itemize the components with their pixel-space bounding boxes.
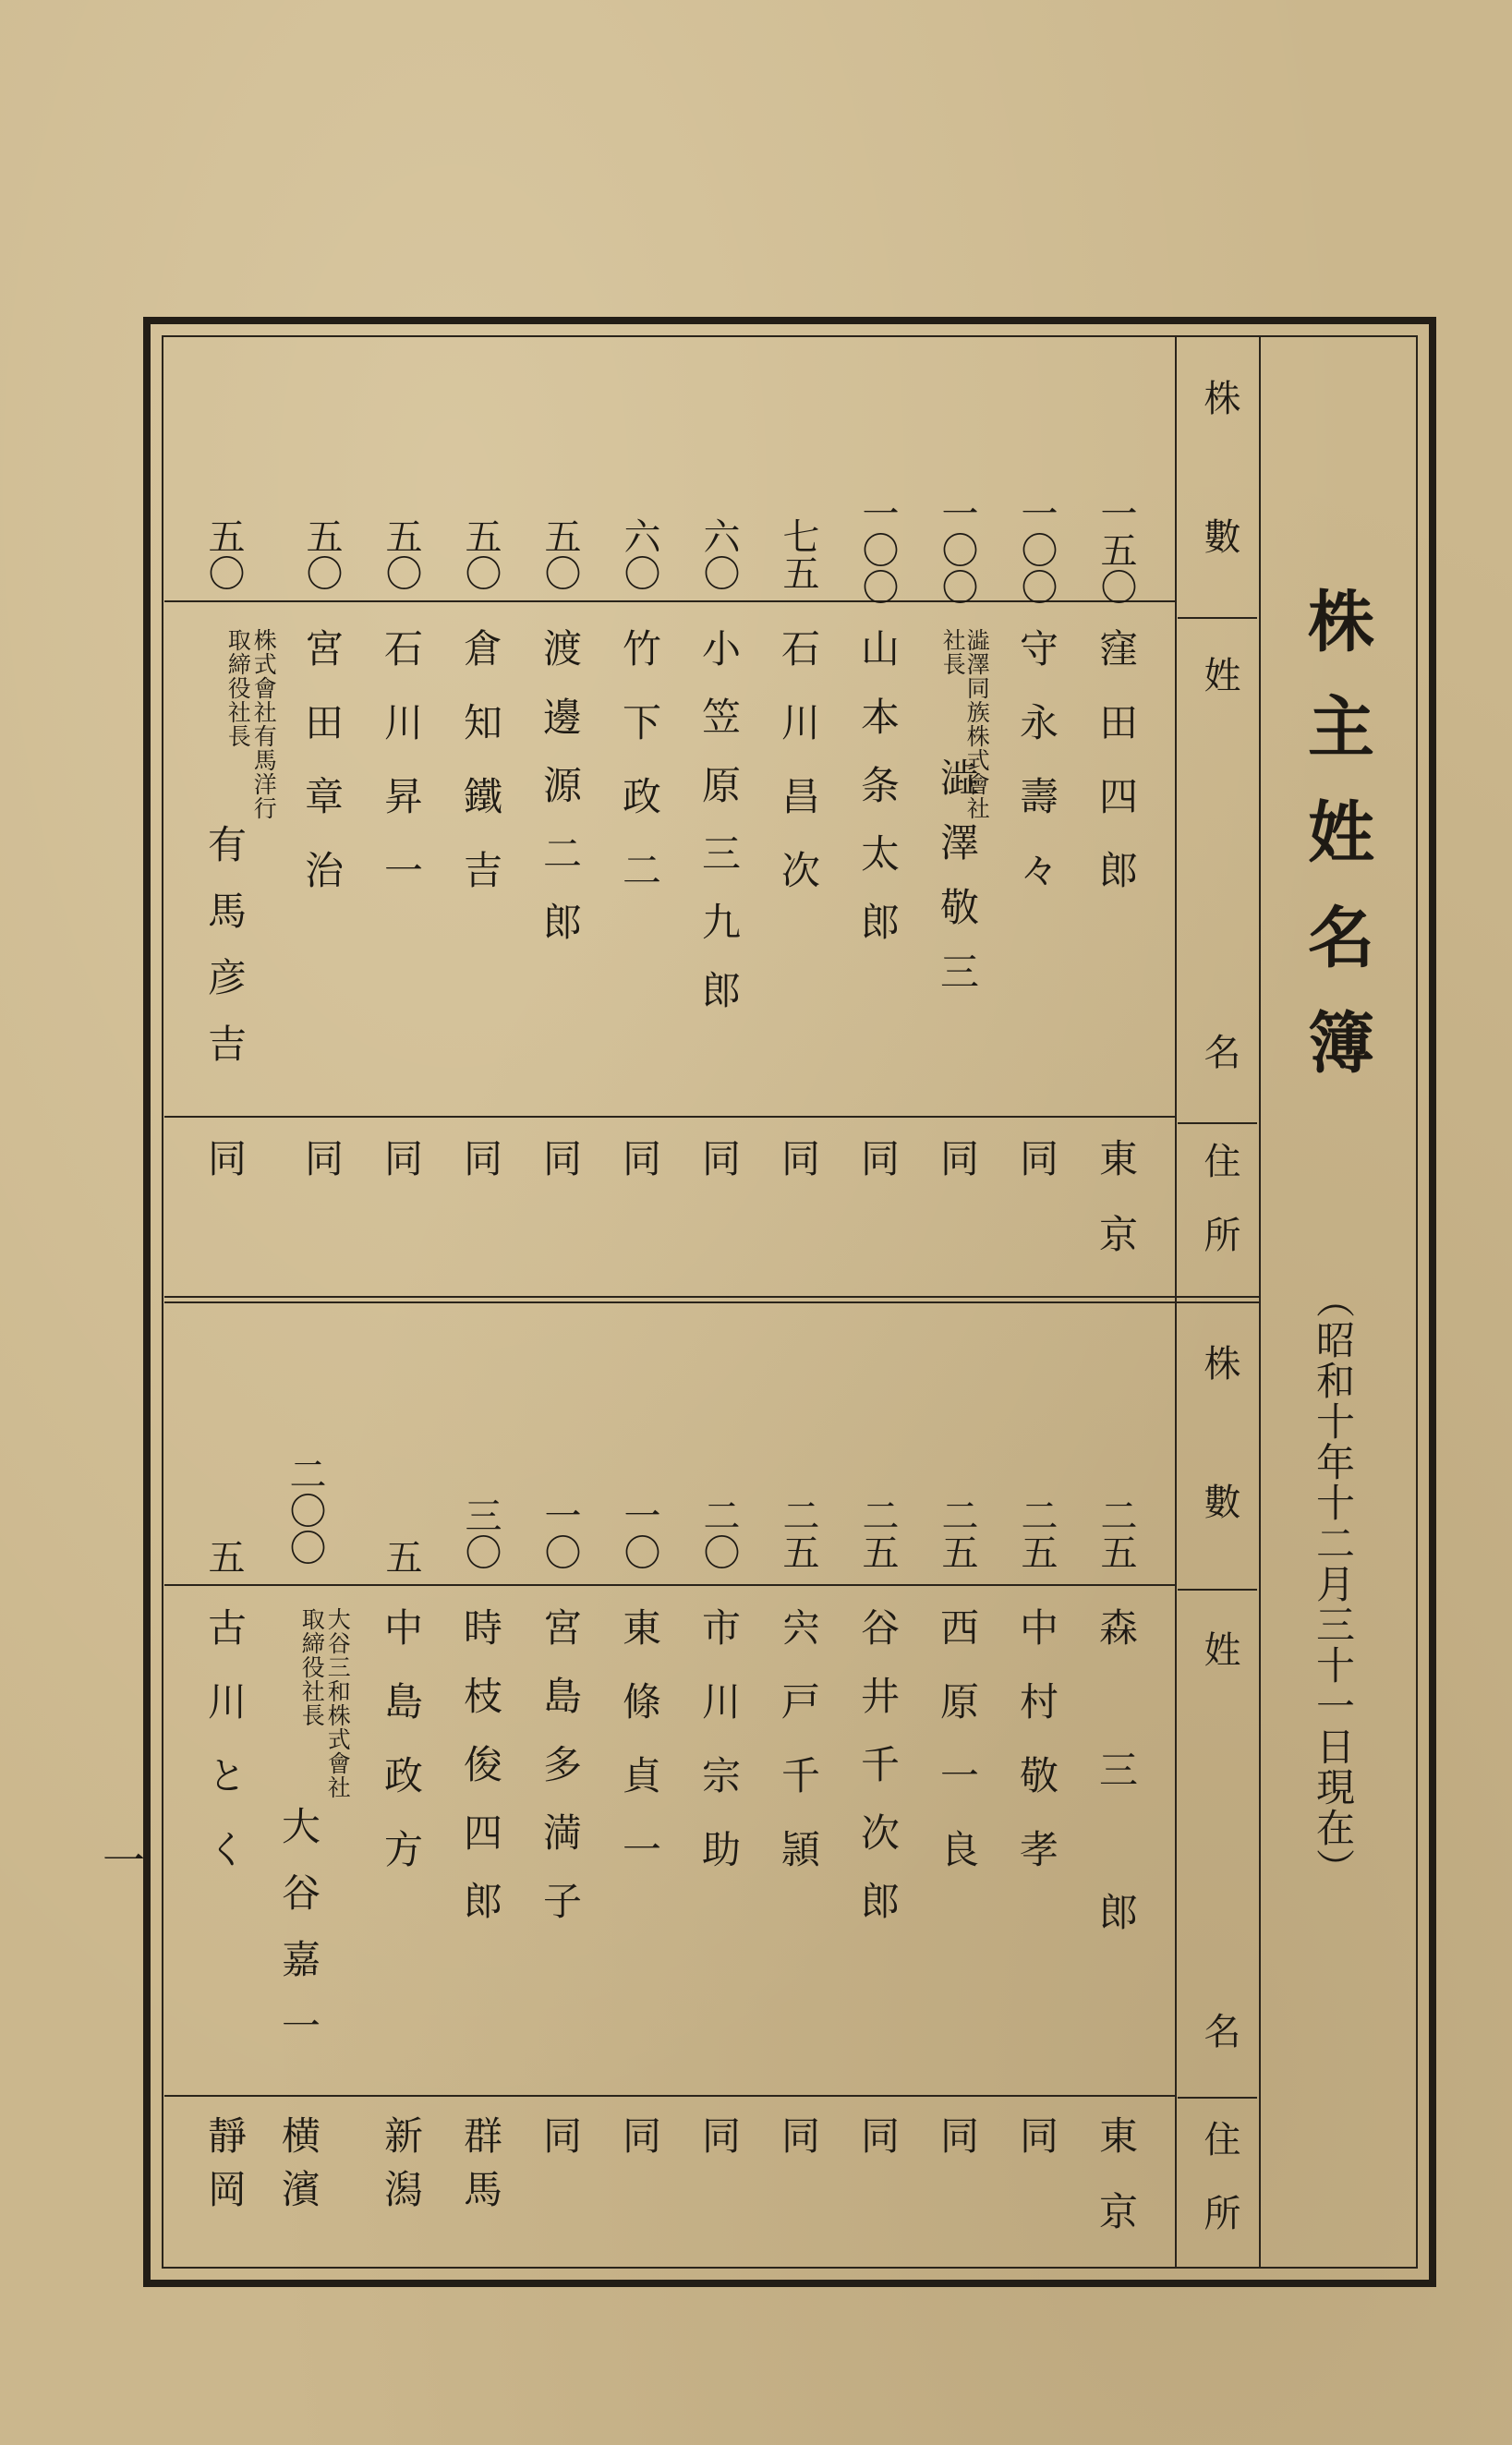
header-shares-top: 株數 — [1198, 379, 1240, 656]
shareholder-name: 山本条太郎 — [855, 628, 901, 970]
address-cell: 同 — [696, 1138, 742, 1177]
section-rule-2 — [164, 1301, 1259, 1303]
page-number: 一 — [96, 1838, 146, 1881]
shareholder-name: 石川昌次 — [776, 628, 821, 924]
header-name-b-top: 名 — [1198, 1033, 1240, 1070]
as-of-date: （昭和十年十二月三十一日現在） — [1311, 1279, 1356, 1889]
address-cell: 同 — [855, 1138, 901, 1177]
header-address-bottom: 住所 — [1198, 2120, 1240, 2268]
address-cell: 同 — [1014, 2115, 1059, 2154]
shareholder-name: 竹下政二 — [617, 628, 662, 924]
shares-cell: 二〇〇 — [284, 1455, 326, 1566]
address-cell: 新潟 — [379, 2115, 424, 2222]
shares-cell: 二五 — [777, 1496, 819, 1570]
affiliation-line: 大谷三和株式會社 — [324, 1607, 352, 1799]
shares-cell: 一〇〇 — [856, 494, 899, 605]
shareholder-name: 守永壽々 — [1014, 628, 1059, 924]
shares-cell: 五〇 — [202, 517, 245, 591]
shares-cell: 五 — [202, 1538, 245, 1575]
shares-cell: 二五 — [1095, 1496, 1137, 1570]
shareholder-name: 古川とく — [202, 1607, 248, 1903]
shares-cell: 一〇 — [618, 1496, 660, 1570]
shares-cell: 二〇 — [697, 1496, 740, 1570]
address-cell: 同 — [855, 2115, 901, 2154]
shareholder-name: 倉知鐵吉 — [458, 628, 503, 924]
affiliation-line: 澁澤同族株式會社 — [963, 628, 991, 820]
address-cell: 同 — [379, 1138, 424, 1177]
shareholder-name: 宮島多満子 — [538, 1607, 583, 1949]
header-name-b-bottom: 名 — [1198, 2012, 1240, 2049]
shares-cell: 五〇 — [459, 517, 502, 591]
address-cell: 同 — [935, 1138, 980, 1177]
address-cell: 東京 — [1094, 2115, 1139, 2267]
hdr-rule-d — [1178, 2097, 1257, 2099]
shares-cell: 五〇 — [300, 517, 343, 591]
address-cell: 同 — [538, 1138, 583, 1177]
shareholder-name: 東條貞一 — [617, 1607, 662, 1903]
header-address-top: 住所 — [1198, 1142, 1240, 1289]
address-cell: 同 — [617, 1138, 662, 1177]
address-cell: 同 — [935, 2115, 980, 2154]
header-shares-bottom: 株數 — [1198, 1344, 1240, 1621]
address-cell: 同 — [202, 1138, 248, 1177]
shareholder-name: 大谷嘉一 — [276, 1806, 321, 2072]
shares-cell: 二五 — [856, 1496, 899, 1570]
address-cell: 同 — [696, 2115, 742, 2154]
shareholder-name: 宍戸千頴 — [776, 1607, 821, 1903]
shareholder-name: 中島政方 — [379, 1607, 424, 1903]
section-rule-1 — [164, 1296, 1259, 1298]
shares-cell: 二五 — [1015, 1496, 1058, 1570]
shares-cell: 二五 — [936, 1496, 978, 1570]
shares-cell: 五〇 — [538, 517, 581, 591]
address-cell: 同 — [776, 1138, 821, 1177]
address-cell: 横濱 — [276, 2115, 321, 2222]
top-name-rule — [164, 1116, 1175, 1118]
page-title: 株主姓名簿 — [1297, 587, 1375, 1113]
address-cell: 同 — [458, 1138, 503, 1177]
address-cell: 靜岡 — [202, 2115, 248, 2222]
shareholder-name: 窪田四郎 — [1094, 628, 1139, 924]
shareholder-name: 谷井千次郎 — [855, 1607, 901, 1949]
shareholder-name: 澁澤敬三 — [935, 757, 980, 1016]
address-cell: 同 — [617, 2115, 662, 2154]
shares-cell: 三〇 — [459, 1496, 502, 1570]
title-separator — [1259, 335, 1261, 2269]
shares-cell: 一〇 — [538, 1496, 581, 1570]
address-cell: 同 — [538, 2115, 583, 2154]
shares-cell: 六〇 — [697, 517, 740, 591]
affiliation-line: 株式會社有馬洋行 — [250, 628, 278, 820]
address-cell: 東京 — [1094, 1138, 1139, 1289]
bottom-name-rule — [164, 2095, 1175, 2097]
affiliation-title: 社長 — [939, 628, 967, 676]
address-cell: 同 — [776, 2115, 821, 2154]
bottom-shares-rule — [164, 1584, 1175, 1586]
shareholder-name: 有馬彦吉 — [202, 824, 248, 1090]
hdr-rule-b — [1178, 1122, 1257, 1124]
shareholder-name: 中村敬孝 — [1014, 1607, 1059, 1903]
shareholder-name: 西原一良 — [935, 1607, 980, 1903]
shares-cell: 五 — [380, 1538, 422, 1575]
shareholder-name: 渡邊源二郎 — [538, 628, 583, 970]
shareholder-name: 時枝俊四郎 — [458, 1607, 503, 1949]
address-cell: 群馬 — [458, 2115, 503, 2222]
shares-cell: 一〇〇 — [1015, 494, 1058, 605]
shares-cell: 一〇〇 — [936, 494, 978, 605]
header-name-a-bottom: 姓 — [1198, 1630, 1240, 1667]
header-name-a-top: 姓 — [1198, 656, 1240, 693]
shareholder-name: 石川昇一 — [379, 628, 424, 924]
affiliation-title: 取締役社長 — [224, 628, 252, 748]
address-cell: 同 — [299, 1138, 345, 1177]
shares-cell: 七五 — [777, 517, 819, 591]
shareholder-name: 宮田章治 — [299, 628, 345, 924]
affiliation-title: 取締役社長 — [298, 1607, 326, 1727]
shareholder-name: 森三郎 — [1094, 1607, 1139, 2034]
shares-cell: 六〇 — [618, 517, 660, 591]
shares-cell: 五〇 — [380, 517, 422, 591]
address-cell: 同 — [1014, 1138, 1059, 1177]
shares-cell: 一五〇 — [1095, 494, 1137, 605]
shareholder-name: 市川宗助 — [696, 1607, 742, 1903]
shareholder-name: 小笠原三九郎 — [696, 628, 742, 1038]
